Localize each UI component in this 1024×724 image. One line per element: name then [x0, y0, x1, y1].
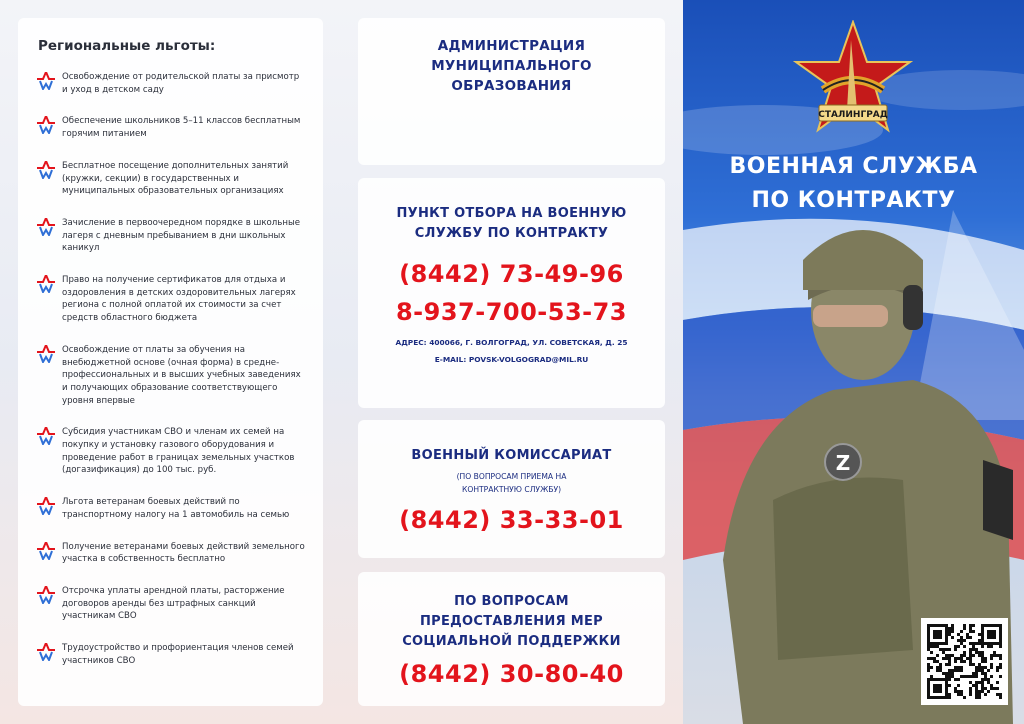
cover-panel	[683, 0, 1024, 724]
benefit-text: Отсрочка уплаты арендной платы, расторжение договоров аренды без штрафных санкций участникам СВО	[62, 585, 285, 622]
star-bullet-icon	[36, 72, 58, 96]
recruit-address: АДРЕС: 400066, Г. ВОЛГОГРАД, УЛ. СОВЕТСКАЯ, Д. 25	[395, 338, 628, 347]
benefits-title: Региональные льготы:	[38, 38, 216, 54]
social-title: ПО ВОПРОСАМ ПРЕДОСТАВЛЕНИЯ МЕР СОЦИАЛЬНОЙ ПОДДЕРЖКИ	[402, 594, 621, 649]
benefit-item	[36, 344, 305, 408]
benefit-item	[36, 496, 305, 521]
star-bullet-icon	[36, 586, 58, 623]
benefit-item	[36, 541, 305, 566]
benefit-text: Льгота ветеранам боевых действий по транспортному налогу на 1 автомобиль на семью	[62, 497, 290, 520]
star-bullet-icon	[36, 345, 58, 408]
benefit-item	[36, 71, 305, 96]
star-bullet-icon	[36, 643, 58, 667]
logo-text: СТАЛИНГРАД	[818, 110, 888, 120]
recruit-email[interactable]: E-MAIL: POVSK-VOLGOGRAD@MIL.RU	[434, 355, 589, 364]
benefit-text: Получение ветеранами боевых действий земельного участка в собственность бесплатно	[62, 541, 305, 565]
star-bullet-icon	[36, 427, 58, 477]
benefit-text: Право на получение сертификатов для отдыха и оздоровления в детских оздоровительных лагерях региона с полной оплатой их стоимости за счет средств областного бюджета	[62, 275, 296, 324]
qr-code-image	[927, 624, 1002, 699]
benefit-text: Субсидия участникам СВО и членам их семей на покупку и установку газового оборудования и проведение работ в границах земельных участков (догазификация) до 100 тыс. руб.	[62, 427, 295, 476]
benefit-item	[36, 160, 305, 198]
benefit-text: Освобождение от родительской платы за присмотр и уход в детском саду	[62, 72, 300, 95]
benefit-text: Зачисление в первоочередном порядке в школьные лагеря с дневным пребыванием в дни школьных каникул	[62, 217, 301, 254]
recruit-phone-2[interactable]: 8-937-700-53-73	[395, 298, 628, 326]
patch-letter: Z	[835, 451, 851, 475]
admin-card	[358, 18, 665, 165]
benefit-item	[36, 426, 305, 477]
benefit-item	[36, 217, 305, 255]
commissariat-title: ВОЕННЫЙ КОМИССАРИАТ	[411, 448, 612, 463]
star-bullet-icon	[36, 116, 58, 140]
recruit-phone-1[interactable]: (8442) 73-49-96	[399, 260, 624, 288]
social-card	[358, 572, 665, 706]
star-bullet-icon	[36, 218, 58, 255]
star-bullet-icon	[36, 161, 58, 198]
recruit-title: ПУНКТ ОТБОРА НА ВОЕННУЮ СЛУЖБУ ПО КОНТРАКТУ	[396, 206, 627, 241]
admin-title: АДМИНИСТРАЦИЯ МУНИЦИПАЛЬНОГО ОБРАЗОВАНИЯ	[431, 38, 592, 94]
social-phone[interactable]: (8442) 30-80-40	[399, 660, 624, 688]
commissariat-card	[358, 420, 665, 558]
cover-title	[683, 150, 1024, 218]
commissariat-note: (ПО ВОПРОСАМ ПРИЕМА НА КОНТРАКТНУЮ СЛУЖБУ)	[456, 472, 567, 494]
star-bullet-icon	[36, 497, 58, 521]
cover-title-text: ВОЕННАЯ СЛУЖБА ПО КОНТРАКТУ	[729, 154, 978, 213]
recruit-card	[358, 178, 665, 408]
commissariat-phone[interactable]: (8442) 33-33-01	[399, 506, 624, 534]
benefit-item	[36, 274, 305, 325]
benefit-text: Бесплатное посещение дополнительных занятий (кружки, секции) в государственных и муниципальных образовательных организациях	[62, 160, 289, 197]
benefit-item	[36, 585, 305, 623]
benefits-panel	[18, 18, 323, 706]
star-bullet-icon	[36, 542, 58, 566]
qr-code[interactable]	[921, 618, 1008, 705]
benefit-text: Трудоустройство и профориентация членов семей участников СВО	[62, 643, 294, 666]
star-bullet-icon	[36, 275, 58, 325]
stalingrad-logo	[793, 20, 913, 135]
benefit-text: Обеспечение школьников 5–11 классов бесплатным горячим питанием	[62, 116, 301, 140]
benefit-item	[36, 115, 305, 140]
benefit-text: Освобождение от платы за обучения на внебюджетной основе (очная форма) в средне-профессиональных и в высших учебных заведениях и получающих образование соответствующего уровня впервые	[62, 344, 301, 406]
benefit-item	[36, 642, 305, 667]
